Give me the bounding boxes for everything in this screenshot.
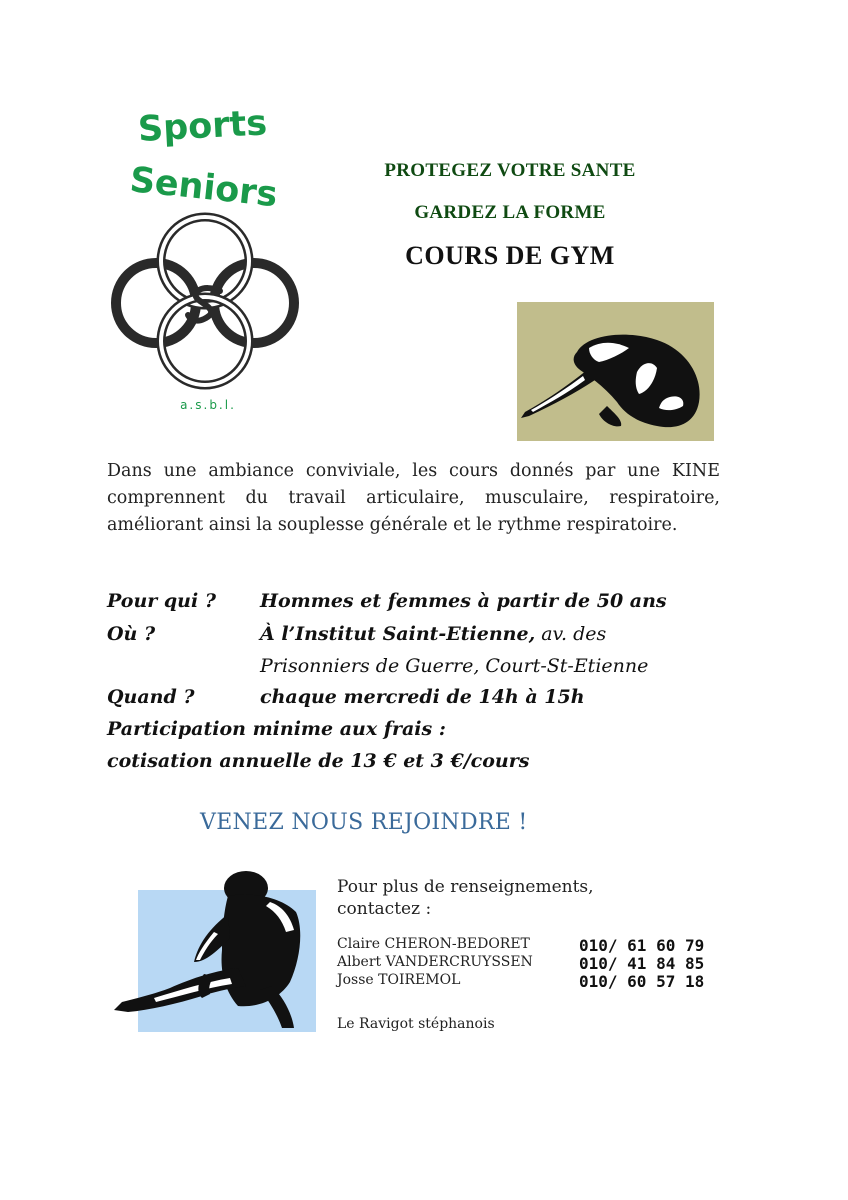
contact-intro	[337, 876, 657, 920]
stretching-figure-illustration	[517, 302, 714, 441]
where-value-line2: Prisonniers de Guerre, Court-St-Etienne	[260, 655, 649, 677]
logo-word-sports: Sports	[136, 103, 269, 150]
contact-name: Albert VANDERCRUYSSEN	[337, 954, 533, 970]
rings-icon	[108, 203, 308, 393]
where-value	[260, 623, 606, 645]
fee-line-2: cotisation annuelle de 13 € et 3 €/cours	[107, 750, 530, 772]
where-value-street: av. des	[535, 623, 607, 645]
seated-figure-illustration	[110, 870, 316, 1032]
signature: Le Ravigot stéphanois	[337, 1016, 495, 1032]
logo-tagline: a.s.b.l.	[180, 398, 236, 412]
seated-figure-icon	[110, 870, 316, 1032]
join-us-heading: VENEZ NOUS REJOINDRE !	[200, 810, 528, 835]
where-value-venue: À l’Institut Saint-Etienne,	[260, 623, 536, 645]
sports-seniors-logo	[108, 103, 308, 418]
when-value: chaque mercredi de 14h à 15h	[260, 686, 585, 708]
contact-phone[interactable]: 010/ 60 57 18	[579, 972, 705, 991]
who-value: Hommes et femmes à partir de 50 ans	[260, 590, 667, 612]
when-label: Quand ?	[107, 686, 195, 708]
contact-intro-line1: Pour plus de renseignements,	[337, 877, 594, 897]
headline-stay-fit: GARDEZ LA FORME	[414, 202, 606, 223]
stretching-figure-icon	[517, 302, 714, 441]
contact-intro-line2: contactez :	[337, 899, 432, 919]
contact-name: Josse TOIREMOL	[337, 972, 461, 988]
headline-gym-course: COURS DE GYM	[405, 241, 615, 270]
where-label: Où ?	[107, 623, 156, 645]
contact-row	[337, 972, 717, 990]
contact-phone[interactable]: 010/ 41 84 85	[579, 954, 705, 973]
contact-phone[interactable]: 010/ 61 60 79	[579, 936, 705, 955]
headline-protect-health: PROTEGEZ VOTRE SANTE	[384, 160, 636, 181]
fee-line-1: Participation minime aux frais :	[107, 718, 446, 740]
who-label: Pour qui ?	[107, 590, 216, 612]
contact-row	[337, 936, 717, 954]
intro-paragraph: Dans une ambiance conviviale, les cours donnés par une KINE comprennent du travail articulaire, musculaire, respiratoire, améliorant ainsi la souplesse générale et le rythme respiratoire.	[107, 461, 720, 535]
contact-row	[337, 954, 717, 972]
contact-name: Claire CHERON-BEDORET	[337, 936, 530, 952]
logo-word-seniors: Seniors	[127, 160, 280, 216]
